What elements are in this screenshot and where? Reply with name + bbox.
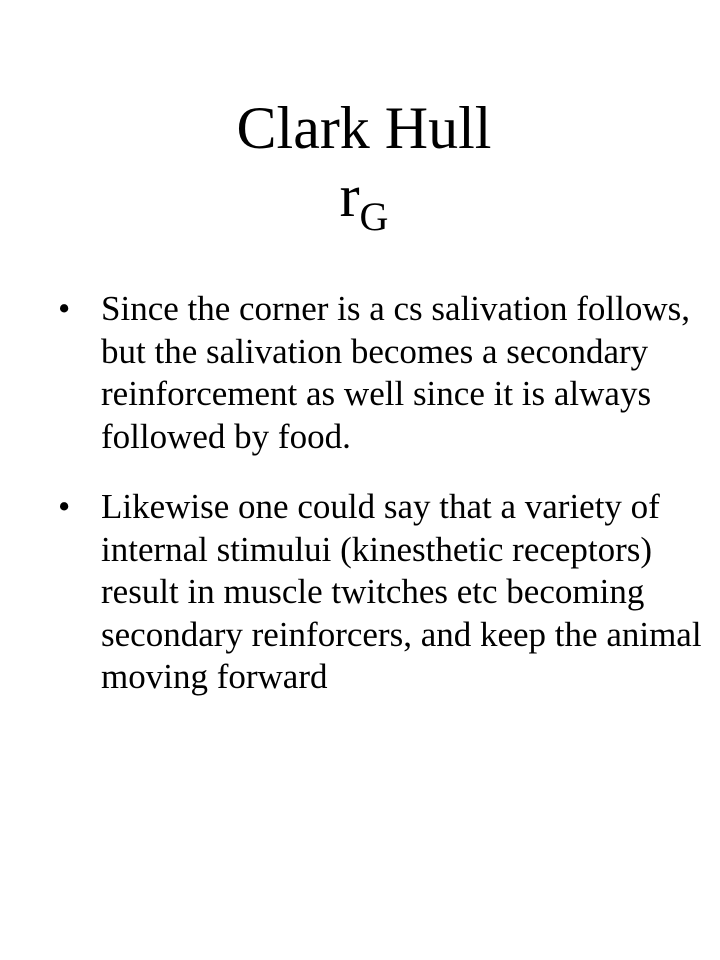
- bullet-item-2: [58, 486, 708, 699]
- bullet-text: Likewise one could say that a variety of internal stimului (kinesthetic receptors) result in muscle twitches etc becoming secondary reinforcers, and keep the animal moving forward: [101, 487, 702, 696]
- title-line-name: Clark Hull: [236, 95, 492, 161]
- bullet-dot-icon: •: [58, 487, 71, 526]
- title-line-symbol: [0, 162, 720, 237]
- bullet-text: Since the corner is a cs salivation follows, but the salivation becomes a secondary reinforcement as well since it is always followed by food.: [101, 289, 691, 456]
- slide-title: [0, 94, 720, 237]
- title-subscript: G: [359, 194, 389, 239]
- bullet-item-1: [58, 288, 708, 458]
- bullet-dot-icon: •: [58, 289, 71, 328]
- title-symbol: r: [339, 163, 360, 229]
- bullet-list: [58, 288, 708, 727]
